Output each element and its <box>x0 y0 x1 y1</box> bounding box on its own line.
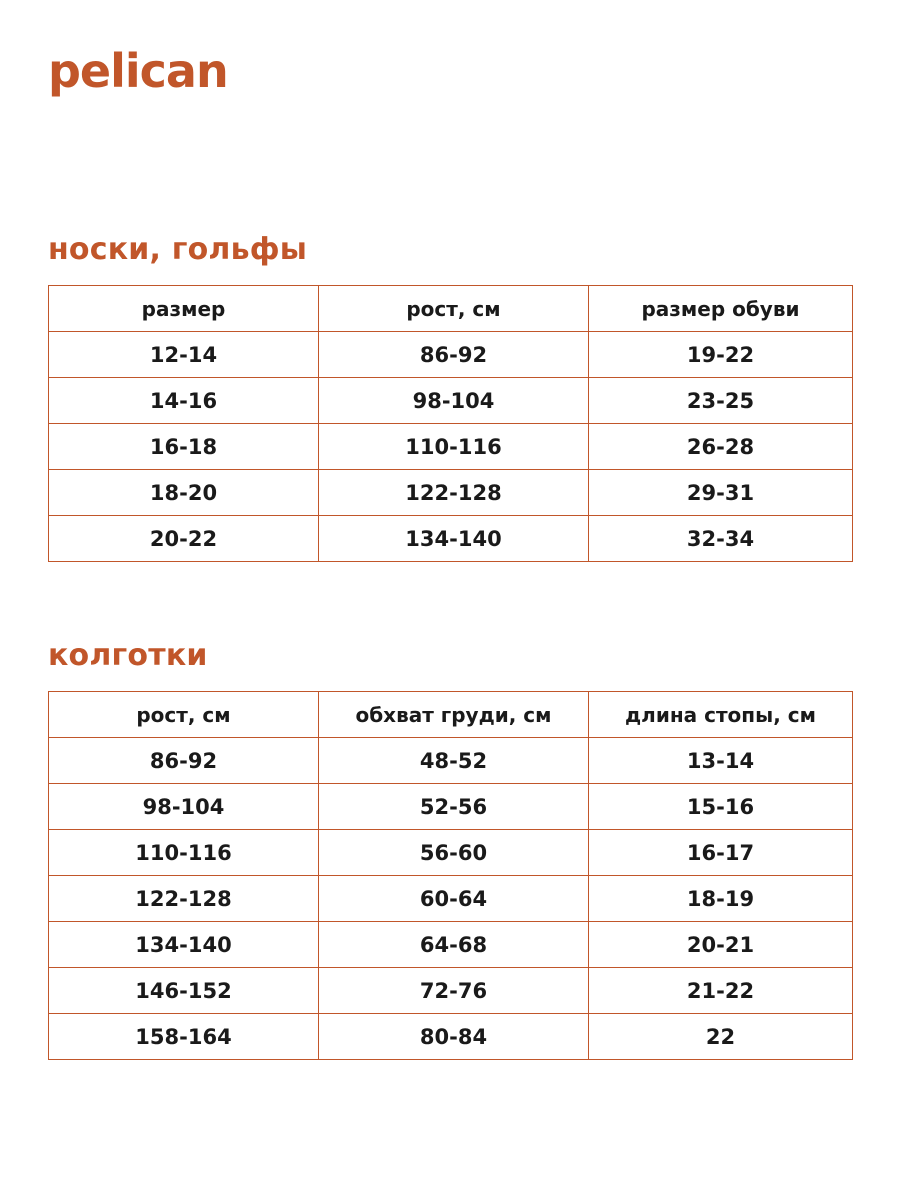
tights-size-table <box>48 691 853 1060</box>
table-row <box>49 830 853 876</box>
table-cell: 110-116 <box>49 830 319 876</box>
column-header: размер <box>49 286 319 332</box>
table-cell: 86-92 <box>319 332 589 378</box>
table-row <box>49 738 853 784</box>
table-cell: 158-164 <box>49 1014 319 1060</box>
table-cell: 21-22 <box>589 968 853 1014</box>
section-socks-title: носки, гольфы <box>48 232 308 267</box>
column-header: размер обуви <box>589 286 853 332</box>
table-cell: 13-14 <box>589 738 853 784</box>
table-cell: 146-152 <box>49 968 319 1014</box>
table-cell: 16-18 <box>49 424 319 470</box>
table-cell: 110-116 <box>319 424 589 470</box>
table-cell: 134-140 <box>49 922 319 968</box>
table-cell: 20-21 <box>589 922 853 968</box>
table-cell: 52-56 <box>319 784 589 830</box>
table-cell: 122-128 <box>319 470 589 516</box>
table-row <box>49 784 853 830</box>
table-cell: 56-60 <box>319 830 589 876</box>
table-header-row <box>49 286 853 332</box>
table-cell: 48-52 <box>319 738 589 784</box>
table-cell: 134-140 <box>319 516 589 562</box>
table-cell: 16-17 <box>589 830 853 876</box>
column-header: рост, см <box>49 692 319 738</box>
table-row <box>49 876 853 922</box>
table-cell: 122-128 <box>49 876 319 922</box>
table-cell: 23-25 <box>589 378 853 424</box>
table-cell: 98-104 <box>319 378 589 424</box>
table-row <box>49 1014 853 1060</box>
table-row <box>49 332 853 378</box>
section-tights-title: колготки <box>48 638 208 673</box>
table-row <box>49 968 853 1014</box>
table-cell: 72-76 <box>319 968 589 1014</box>
table-row <box>49 470 853 516</box>
table-cell: 86-92 <box>49 738 319 784</box>
table-header-row <box>49 692 853 738</box>
table-cell: 14-16 <box>49 378 319 424</box>
table-row <box>49 922 853 968</box>
table-cell: 12-14 <box>49 332 319 378</box>
table-cell: 20-22 <box>49 516 319 562</box>
table-cell: 22 <box>589 1014 853 1060</box>
brand-logo: pelican <box>48 44 228 98</box>
table-row <box>49 424 853 470</box>
table-cell: 26-28 <box>589 424 853 470</box>
column-header: рост, см <box>319 286 589 332</box>
socks-size-table <box>48 285 853 562</box>
table-row <box>49 378 853 424</box>
table-cell: 18-20 <box>49 470 319 516</box>
table-cell: 29-31 <box>589 470 853 516</box>
table-cell: 18-19 <box>589 876 853 922</box>
table-cell: 64-68 <box>319 922 589 968</box>
column-header: длина стопы, см <box>589 692 853 738</box>
table-cell: 80-84 <box>319 1014 589 1060</box>
table-cell: 32-34 <box>589 516 853 562</box>
table-cell: 60-64 <box>319 876 589 922</box>
table-row <box>49 516 853 562</box>
table-cell: 19-22 <box>589 332 853 378</box>
table-cell: 15-16 <box>589 784 853 830</box>
table-cell: 98-104 <box>49 784 319 830</box>
section-socks <box>48 232 852 562</box>
section-tights <box>48 638 852 1060</box>
column-header: обхват груди, см <box>319 692 589 738</box>
